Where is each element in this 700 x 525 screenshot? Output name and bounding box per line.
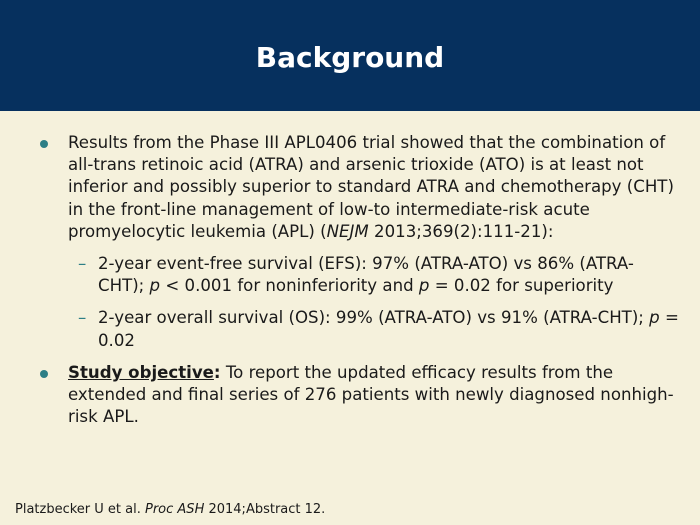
subbullet-text: 2-year overall survival (OS): 99% (ATRA-ATO) vs 91% (ATRA-CHT); bbox=[98, 308, 650, 328]
subbullet-text: = 0.02 for superiority bbox=[429, 276, 614, 296]
subbullet-text: 2-year event-free survival (EFS): 97% (ATRA-ATO) vs 86% (ATRA-CHT); bbox=[98, 254, 634, 296]
objective-colon: : bbox=[213, 362, 221, 382]
journal-name: NEJM bbox=[326, 221, 369, 241]
p-symbol: p bbox=[649, 308, 660, 328]
bullet-dot-icon bbox=[40, 370, 48, 378]
dash-icon: – bbox=[78, 308, 87, 328]
subbullet-os bbox=[40, 307, 680, 351]
p-symbol: p bbox=[149, 276, 161, 296]
slide-content bbox=[40, 132, 680, 428]
subbullet-efs bbox=[40, 253, 680, 297]
slide-footer-citation bbox=[15, 502, 325, 517]
dash-icon: – bbox=[78, 254, 87, 274]
bullet-study-objective bbox=[40, 362, 680, 429]
subbullet-text: < 0.001 for noninferiority and bbox=[160, 276, 419, 296]
objective-label: Study objective bbox=[68, 362, 214, 382]
footer-text: 2014;Abstract 12. bbox=[204, 502, 326, 517]
slide-header bbox=[0, 0, 700, 111]
subbullet-text: = 0.02 bbox=[98, 308, 679, 350]
footer-text: Platzbecker U et al. bbox=[15, 502, 145, 517]
slide-title: Background bbox=[255, 41, 445, 74]
bullet-citation: 2013;369(2):111-21): bbox=[368, 221, 554, 241]
bullet-text: Results from the Phase III APL0406 trial showed that the combination of all-trans retinoic acid (ATRA) and arsenic trioxide (ATO) is at least not inferior and possibly superior to standard ATRA and chemotherapy (CHT) in the front-line management of low-to intermediate-risk acute promyelocytic leukemia (APL) ( bbox=[68, 133, 674, 241]
bullet-apl0406 bbox=[40, 132, 680, 243]
objective-text: To report the updated efficacy results from the extended and final series of 276 patients with newly diagnosed nonhigh-risk APL. bbox=[68, 362, 674, 427]
bullet-dot-icon bbox=[40, 140, 48, 148]
p-symbol: p bbox=[418, 276, 430, 296]
footer-journal: Proc ASH bbox=[145, 502, 205, 517]
